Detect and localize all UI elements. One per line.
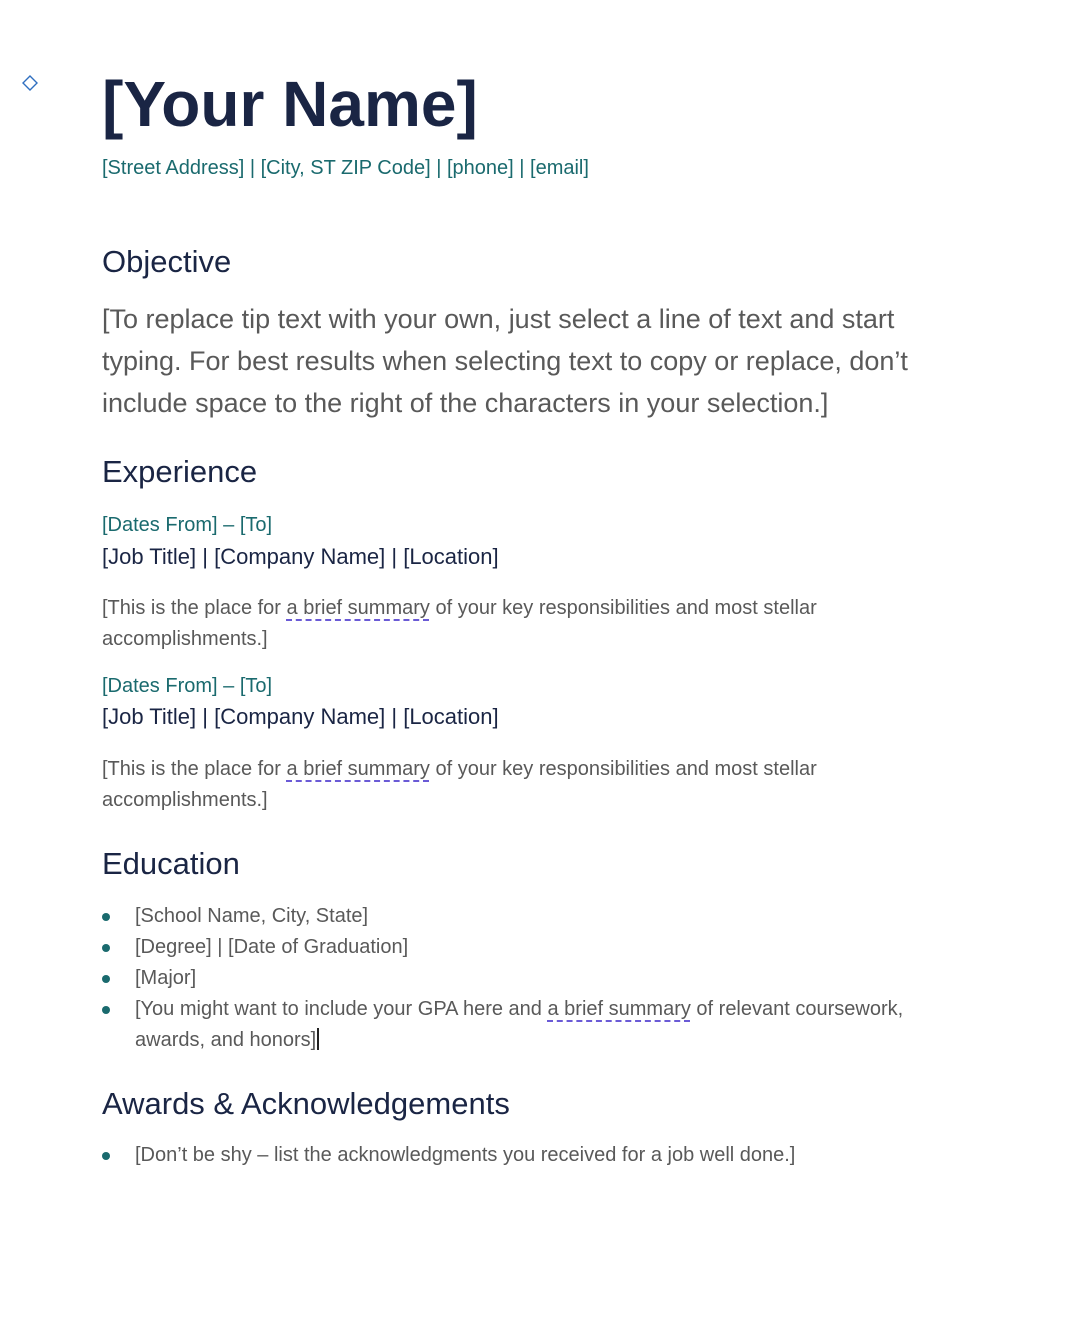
list-item[interactable]: [102, 963, 962, 994]
objective-heading: Objective: [102, 244, 232, 279]
summary-text: of your key responsibilities and most stellar accomplishments.]: [102, 758, 817, 811]
awards-heading: Awards & Acknowledgements: [102, 1086, 510, 1121]
list-item[interactable]: [102, 994, 962, 1056]
bullet-icon: [102, 1006, 110, 1014]
list-item[interactable]: [102, 932, 962, 963]
bullet-icon: [102, 1152, 110, 1160]
list-item-text: [Major]: [135, 967, 197, 989]
summary-text: [This is the place for: [102, 597, 287, 619]
list-item-text: of relevant coursework, awards, and honors]: [135, 998, 904, 1051]
list-item[interactable]: [102, 1140, 962, 1171]
proofing-suggestion[interactable]: a brief summary: [547, 998, 691, 1020]
experience-job-title[interactable]: [Job Title] | [Company Name] | [Location]: [102, 544, 499, 569]
experience-summary[interactable]: [102, 754, 962, 816]
education-heading: Education: [102, 846, 240, 881]
list-item-text: [Don’t be shy – list the acknowledgments you received for a job well done.]: [135, 1144, 796, 1166]
list-item[interactable]: [102, 901, 962, 932]
experience-job-title[interactable]: [Job Title] | [Company Name] | [Location]: [102, 704, 499, 729]
list-item-text: [School Name, City, State]: [135, 905, 369, 927]
text-cursor: [317, 1028, 319, 1050]
awards-list: [102, 1140, 962, 1171]
bullet-icon: [102, 975, 110, 983]
resume-name[interactable]: [Your Name]: [102, 68, 478, 140]
experience-summary[interactable]: [102, 593, 962, 655]
bullet-icon: [102, 944, 110, 952]
experience-dates[interactable]: [Dates From] – [To]: [102, 675, 273, 697]
experience-heading: Experience: [102, 454, 258, 489]
list-item-text: [You might want to include your GPA here and: [135, 998, 548, 1020]
education-list: [102, 901, 962, 1056]
list-item-text: [Degree] | [Date of Graduation]: [135, 936, 409, 958]
summary-text: of your key responsibilities and most stellar accomplishments.]: [102, 597, 817, 650]
summary-text: [This is the place for: [102, 758, 287, 780]
proofing-suggestion[interactable]: a brief summary: [286, 758, 430, 780]
objective-text[interactable]: [To replace tip text with your own, just select a line of text and start typing. For best results when selecting text to copy or replace, don’t include space to the right of the characters in your selection.]: [102, 304, 908, 418]
anchor-diamond-icon[interactable]: [22, 75, 38, 91]
contact-info[interactable]: [Street Address] | [City, ST ZIP Code] | [phone] | [email]: [102, 157, 589, 179]
proofing-suggestion[interactable]: a brief summary: [286, 597, 430, 619]
experience-dates[interactable]: [Dates From] – [To]: [102, 514, 273, 536]
bullet-icon: [102, 913, 110, 921]
